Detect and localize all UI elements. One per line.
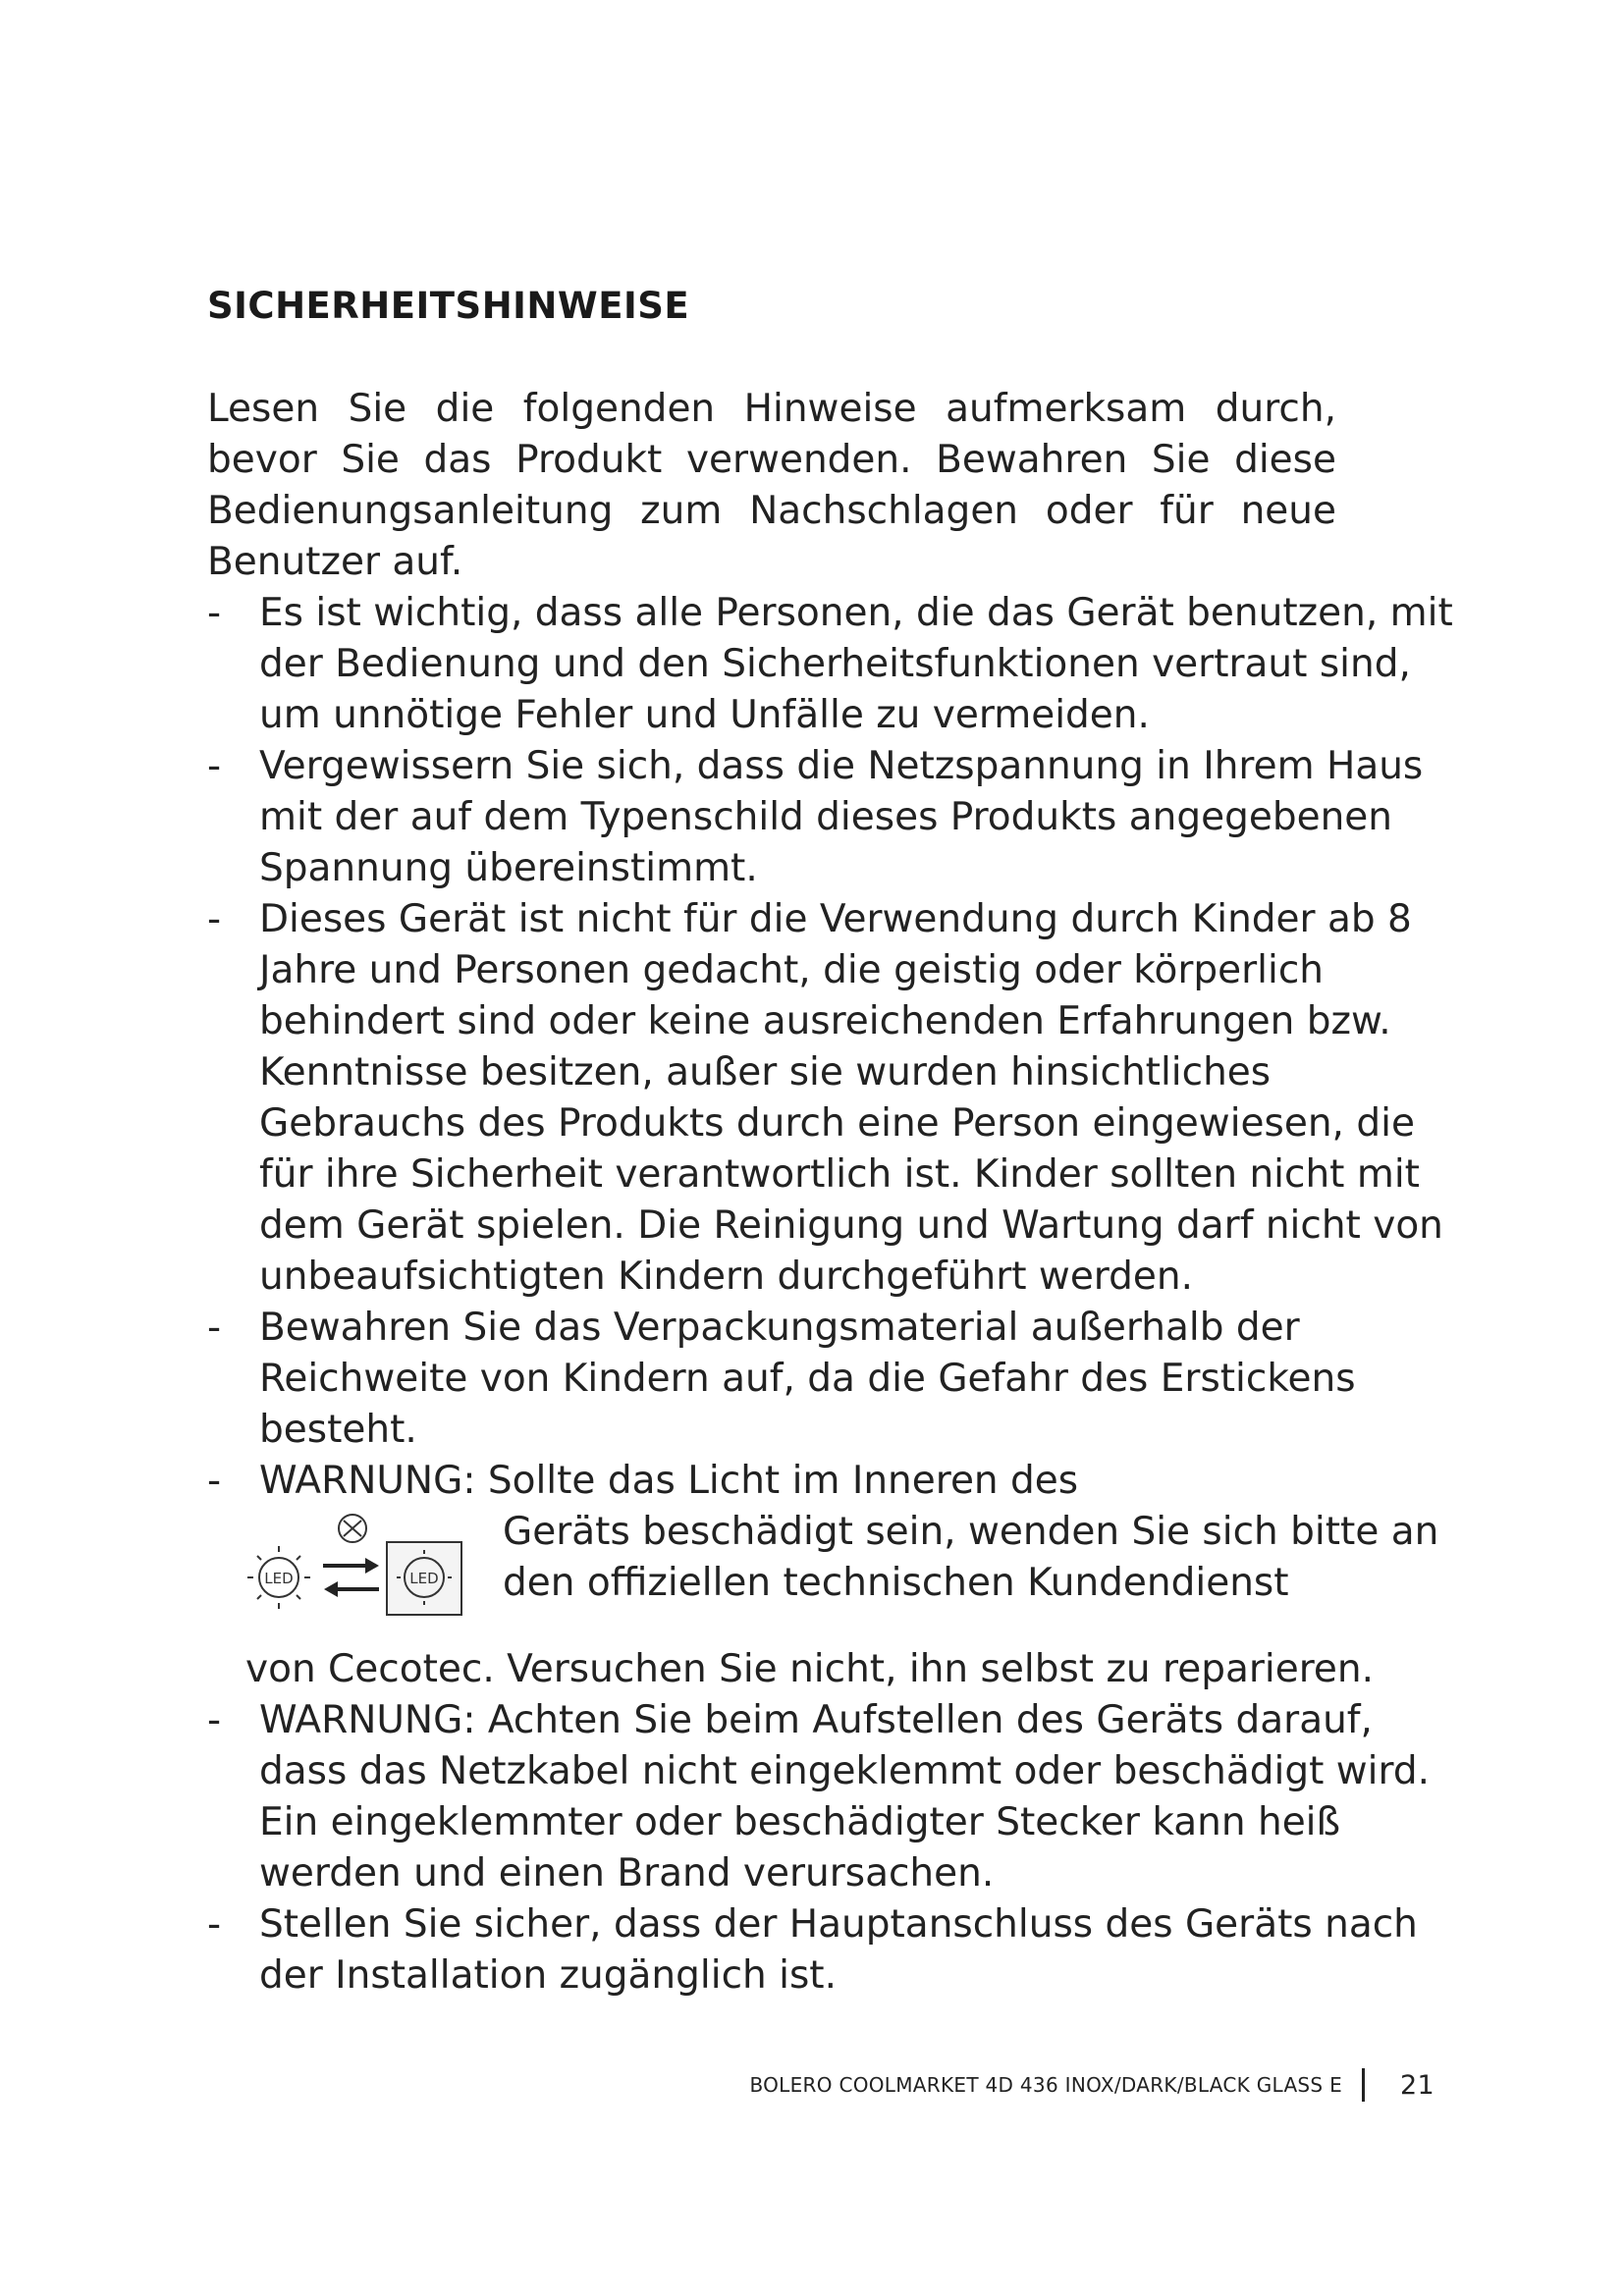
list-item-text: Dieses Gerät ist nicht für die Verwendung durch Kinder ab 8 Jahre und Personen gedacht, die geistig oder körperlich behindert sind oder keine ausreichenden Erfahrungen bzw. Kenntnisse besitzen, außer sie wurden hinsichtliches Gebrauchs des Produkts durch eine Person eingewiesen, die für ihre Sicherheit verantwortlich ist. Kinder sollten nicht mit dem Gerät spielen. Die Reinigung und Wartung darf nicht von unbeaufsichtigten Kindern durchgeführt werden. <box>259 897 1443 1299</box>
list-item-text: Es ist wichtig, dass alle Personen, die das Gerät benutzen, mit der Bedienung und den Sicherheitsfunktionen vertraut sind, um unnötige Fehler und Unfälle zu vermeiden. <box>259 591 1453 737</box>
led-warning-beside-icon: Geräts beschädigt sein, wenden Sie sich bitte an den offiziellen technischen Kundendienst <box>503 1510 1439 1605</box>
page-title: SICHERHEITSHINWEISE <box>207 285 690 327</box>
page-content <box>207 285 1464 2002</box>
intro-paragraph: Lesen Sie die folgenden Hinweise aufmerksam durch, bevor Sie das Produkt verwenden. Bewahren Sie diese Bedienungsanleitung zum Nachschlagen oder für neue Benutzer auf. <box>207 387 1336 584</box>
list-item <box>207 1899 1464 2002</box>
led-replacement-icon <box>240 1507 485 1644</box>
led-swap-icon <box>240 1507 485 1644</box>
footer-divider <box>1362 2068 1365 2102</box>
page-number: 21 <box>1400 2069 1435 2101</box>
led-warning-line1: WARNUNG: Sollte das Licht im Inneren des <box>259 1459 1079 1503</box>
list-dash: - <box>207 744 222 788</box>
list-dash: - <box>207 1698 222 1742</box>
led-label-left: LED <box>264 1570 294 1587</box>
list-item <box>207 1303 1464 1456</box>
safety-list <box>207 588 1464 2002</box>
list-item <box>207 588 1464 741</box>
list-dash: - <box>207 1306 222 1350</box>
list-item <box>207 741 1464 894</box>
led-label-right: LED <box>409 1570 439 1587</box>
list-item <box>207 894 1464 1303</box>
list-item-led-warning <box>207 1456 1464 1695</box>
footer-model-name: BOLERO COOLMARKET 4D 436 INOX/DARK/BLACK GLASS E <box>749 2073 1343 2097</box>
list-dash: - <box>207 591 222 635</box>
led-warning-tail: von Cecotec. Versuchen Sie nicht, ihn selbst zu reparieren. <box>245 1647 1375 1691</box>
list-dash: - <box>207 897 222 941</box>
list-item-text: WARNUNG: Achten Sie beim Aufstellen des Geräts darauf, dass das Netzkabel nicht eingeklemmt oder beschädigt wird. Ein eingeklemmter oder beschädigter Stecker kann heiß werden und einen Brand verursachen. <box>259 1698 1430 1896</box>
list-item-text: Vergewissern Sie sich, dass die Netzspannung in Ihrem Haus mit der auf dem Typenschild dieses Produkts angegebenen Spannung übereinstimmt. <box>259 744 1424 890</box>
list-dash: - <box>207 1902 222 1947</box>
list-item-text: Stellen Sie sicher, dass der Hauptanschluss des Geräts nach der Installation zugänglich ist. <box>259 1902 1418 1998</box>
page-footer <box>749 2068 1435 2102</box>
list-item <box>207 1695 1464 1899</box>
list-item-text: Bewahren Sie das Verpackungsmaterial außerhalb der Reichweite von Kindern auf, da die Gefahr des Erstickens besteht. <box>259 1306 1356 1452</box>
body-text <box>207 384 1464 2002</box>
list-dash: - <box>207 1459 222 1503</box>
